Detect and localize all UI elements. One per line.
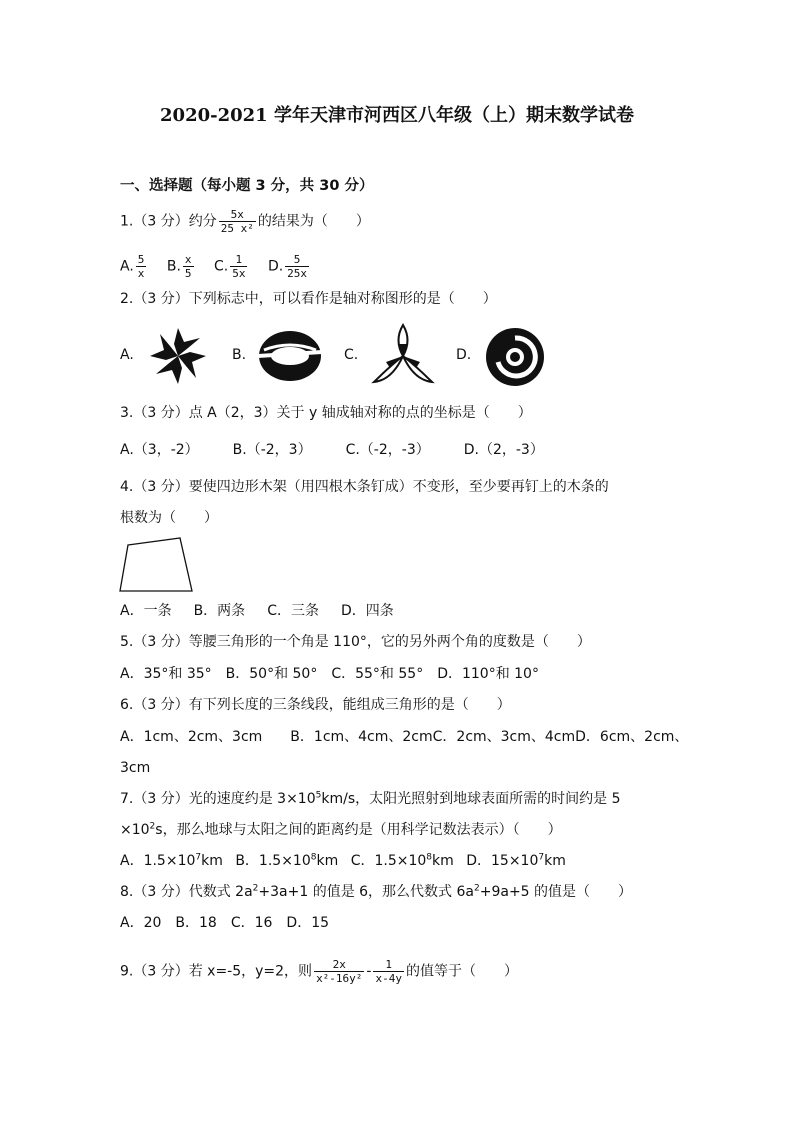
q1-option-b[interactable] <box>167 253 196 280</box>
question-9-stem <box>120 958 518 985</box>
q7-text: ×10 <box>120 822 150 838</box>
ring-logo-icon <box>256 328 324 384</box>
question-8-stem <box>120 882 632 902</box>
numerator: 1 <box>235 253 243 266</box>
q5-option-b[interactable]: B．50°和 50° <box>225 666 318 682</box>
numerator: x <box>184 253 192 266</box>
q8-exponent: 2 <box>474 883 480 894</box>
q1-suffix: 的结果为（ ） <box>257 213 370 230</box>
four-point-stars-logo-icon <box>148 326 208 386</box>
q8-text: +3a+1 的值是 6，那么代数式 6a <box>258 884 474 900</box>
numerator: 5 <box>137 253 145 266</box>
q2-option-d-label[interactable]: D. <box>456 347 472 363</box>
denominator: x <box>137 267 145 280</box>
option-text: D．15×10 <box>466 853 539 869</box>
q7-option-d[interactable] <box>466 851 566 871</box>
denominator: 5 <box>184 267 192 280</box>
q1-option-d[interactable] <box>268 253 311 280</box>
question-4-options <box>120 601 408 621</box>
q3-option-c[interactable]: C.（-2，-3） <box>345 442 430 458</box>
q1-option-c[interactable] <box>214 253 249 280</box>
q7-text: 7.（3 分）光的速度约是 3×10 <box>120 791 316 807</box>
question-6-options-line1[interactable]: A．1cm、2cm、3cm B．1cm、4cm、2cmC．2cm、3cm、4cmD．6cm、2cm、 <box>120 729 689 745</box>
three-petal-logo-icon <box>370 322 436 388</box>
question-7-stem-line2 <box>120 820 562 840</box>
question-3-stem: 3.（3 分）点 A（2，3）关于 y 轴成轴对称的点的坐标是（ ） <box>120 405 532 421</box>
q3-option-d[interactable]: D.（2，-3） <box>463 442 544 458</box>
section-heading: 一、选择题（每小题 3 分，共 30 分） <box>120 178 374 194</box>
q4-option-c[interactable]: C．三条 <box>267 603 319 619</box>
q7-exponent: 2 <box>149 821 156 832</box>
q8-text: 8.（3 分）代数式 2a <box>120 884 253 900</box>
q7-option-c[interactable] <box>351 851 454 871</box>
q1-prefix: 1.（3 分）约分 <box>120 213 217 230</box>
q9-suffix: 的值等于（ ） <box>405 963 518 980</box>
q4-option-a[interactable]: A．一条 <box>120 603 172 619</box>
page-title: 2020-2021 学年天津市河西区八年级（上）期末数学试卷 <box>160 105 634 126</box>
exponent: 8 <box>310 852 317 863</box>
q1-option-a[interactable] <box>120 253 148 280</box>
q8-option-a[interactable]: A．20 <box>120 915 162 931</box>
q1-fraction-denominator: 25 x² <box>220 222 254 235</box>
option-unit: km <box>201 853 223 869</box>
q7-option-a[interactable] <box>120 851 223 871</box>
denominator: 5x <box>232 267 246 280</box>
denominator: x-4y <box>375 972 402 985</box>
q8-exponent: 2 <box>252 883 259 894</box>
option-unit: km <box>544 853 566 869</box>
q9-prefix: 9.（3 分）若 x=-5，y=2，则 <box>120 963 313 980</box>
q7-text: s，那么地球与太阳之间的距离约是（用科学记数法表示）（ ） <box>155 822 562 838</box>
q8-option-d[interactable]: D．15 <box>286 915 330 931</box>
q5-option-d[interactable]: D．110°和 10° <box>437 666 539 682</box>
q8-option-c[interactable]: C．16 <box>230 915 273 931</box>
q5-option-c[interactable]: C．55°和 55° <box>331 666 424 682</box>
q3-option-b[interactable]: B.（-2，3） <box>232 442 312 458</box>
q9-fraction-2 <box>373 958 404 985</box>
question-6-stem: 6.（3 分）有下列长度的三条线段，能组成三角形的是（ ） <box>120 697 511 713</box>
q7-text: km/s，太阳光照射到地球表面所需的时间约是 5 <box>321 791 621 807</box>
q4-option-d[interactable]: D．四条 <box>340 603 394 619</box>
option-label: B. <box>166 258 181 275</box>
option-fraction <box>183 253 194 280</box>
q9-minus: - <box>366 963 372 980</box>
question-2-stem: 2.（3 分）下列标志中，可以看作是轴对称图形的是（ ） <box>120 291 497 307</box>
option-label: A. <box>120 258 134 275</box>
q5-option-a[interactable]: A．35°和 35° <box>120 666 212 682</box>
q7-option-b[interactable] <box>235 851 338 871</box>
q1-fraction-numerator: 5x <box>230 208 244 221</box>
q7-exponent: 5 <box>315 790 322 801</box>
denominator: x²-16y² <box>316 972 363 985</box>
q2-option-c-label[interactable]: C. <box>344 347 359 363</box>
q1-fraction <box>219 208 256 235</box>
option-text: B．1.5×10 <box>235 853 311 869</box>
numerator: 5 <box>293 253 301 266</box>
option-fraction <box>285 253 309 280</box>
question-4-stem-line1: 4.（3 分）要使四边形木架（用四根木条钉成）不变形，至少要再钉上的木条的 <box>120 479 609 495</box>
q4-option-b[interactable]: B．两条 <box>193 603 246 619</box>
denominator: 25x <box>287 267 308 280</box>
question-5-stem: 5.（3 分）等腰三角形的一个角是 110°，它的另外两个角的度数是（ ） <box>120 634 591 650</box>
option-label: C. <box>214 258 229 275</box>
question-7-options <box>120 851 580 871</box>
question-4-stem-line2: 根数为（ ） <box>120 510 218 526</box>
q8-text: +9a+5 的值是（ ） <box>479 884 633 900</box>
option-fraction <box>230 253 247 280</box>
q8-option-b[interactable]: B．18 <box>175 915 217 931</box>
q2-option-a-label[interactable]: A. <box>120 347 134 363</box>
option-text: A．1.5×10 <box>120 853 196 869</box>
question-1-options <box>120 253 325 280</box>
exponent: 7 <box>538 852 545 863</box>
exponent: 8 <box>426 852 433 863</box>
option-unit: km <box>316 853 339 869</box>
q3-option-a[interactable]: A.（3，-2） <box>120 442 199 458</box>
q9-fraction-1 <box>314 958 364 985</box>
option-fraction <box>136 253 147 280</box>
option-label: D. <box>267 258 284 275</box>
q2-option-b-label[interactable]: B. <box>232 347 247 363</box>
numerator: 1 <box>385 958 393 971</box>
question-7-stem-line1 <box>120 789 620 809</box>
option-text: C．1.5×10 <box>350 853 427 869</box>
question-8-options <box>120 913 343 933</box>
numerator: 2x <box>332 958 346 971</box>
quadrilateral-figure <box>118 535 198 595</box>
question-1-stem <box>120 208 370 235</box>
option-unit: km <box>432 853 454 869</box>
question-3-options <box>120 440 558 460</box>
question-6-options-line2: 3cm <box>120 760 151 776</box>
spiral-circle-logo-icon <box>484 326 546 388</box>
question-5-options <box>120 664 553 684</box>
exponent: 7 <box>195 852 202 863</box>
